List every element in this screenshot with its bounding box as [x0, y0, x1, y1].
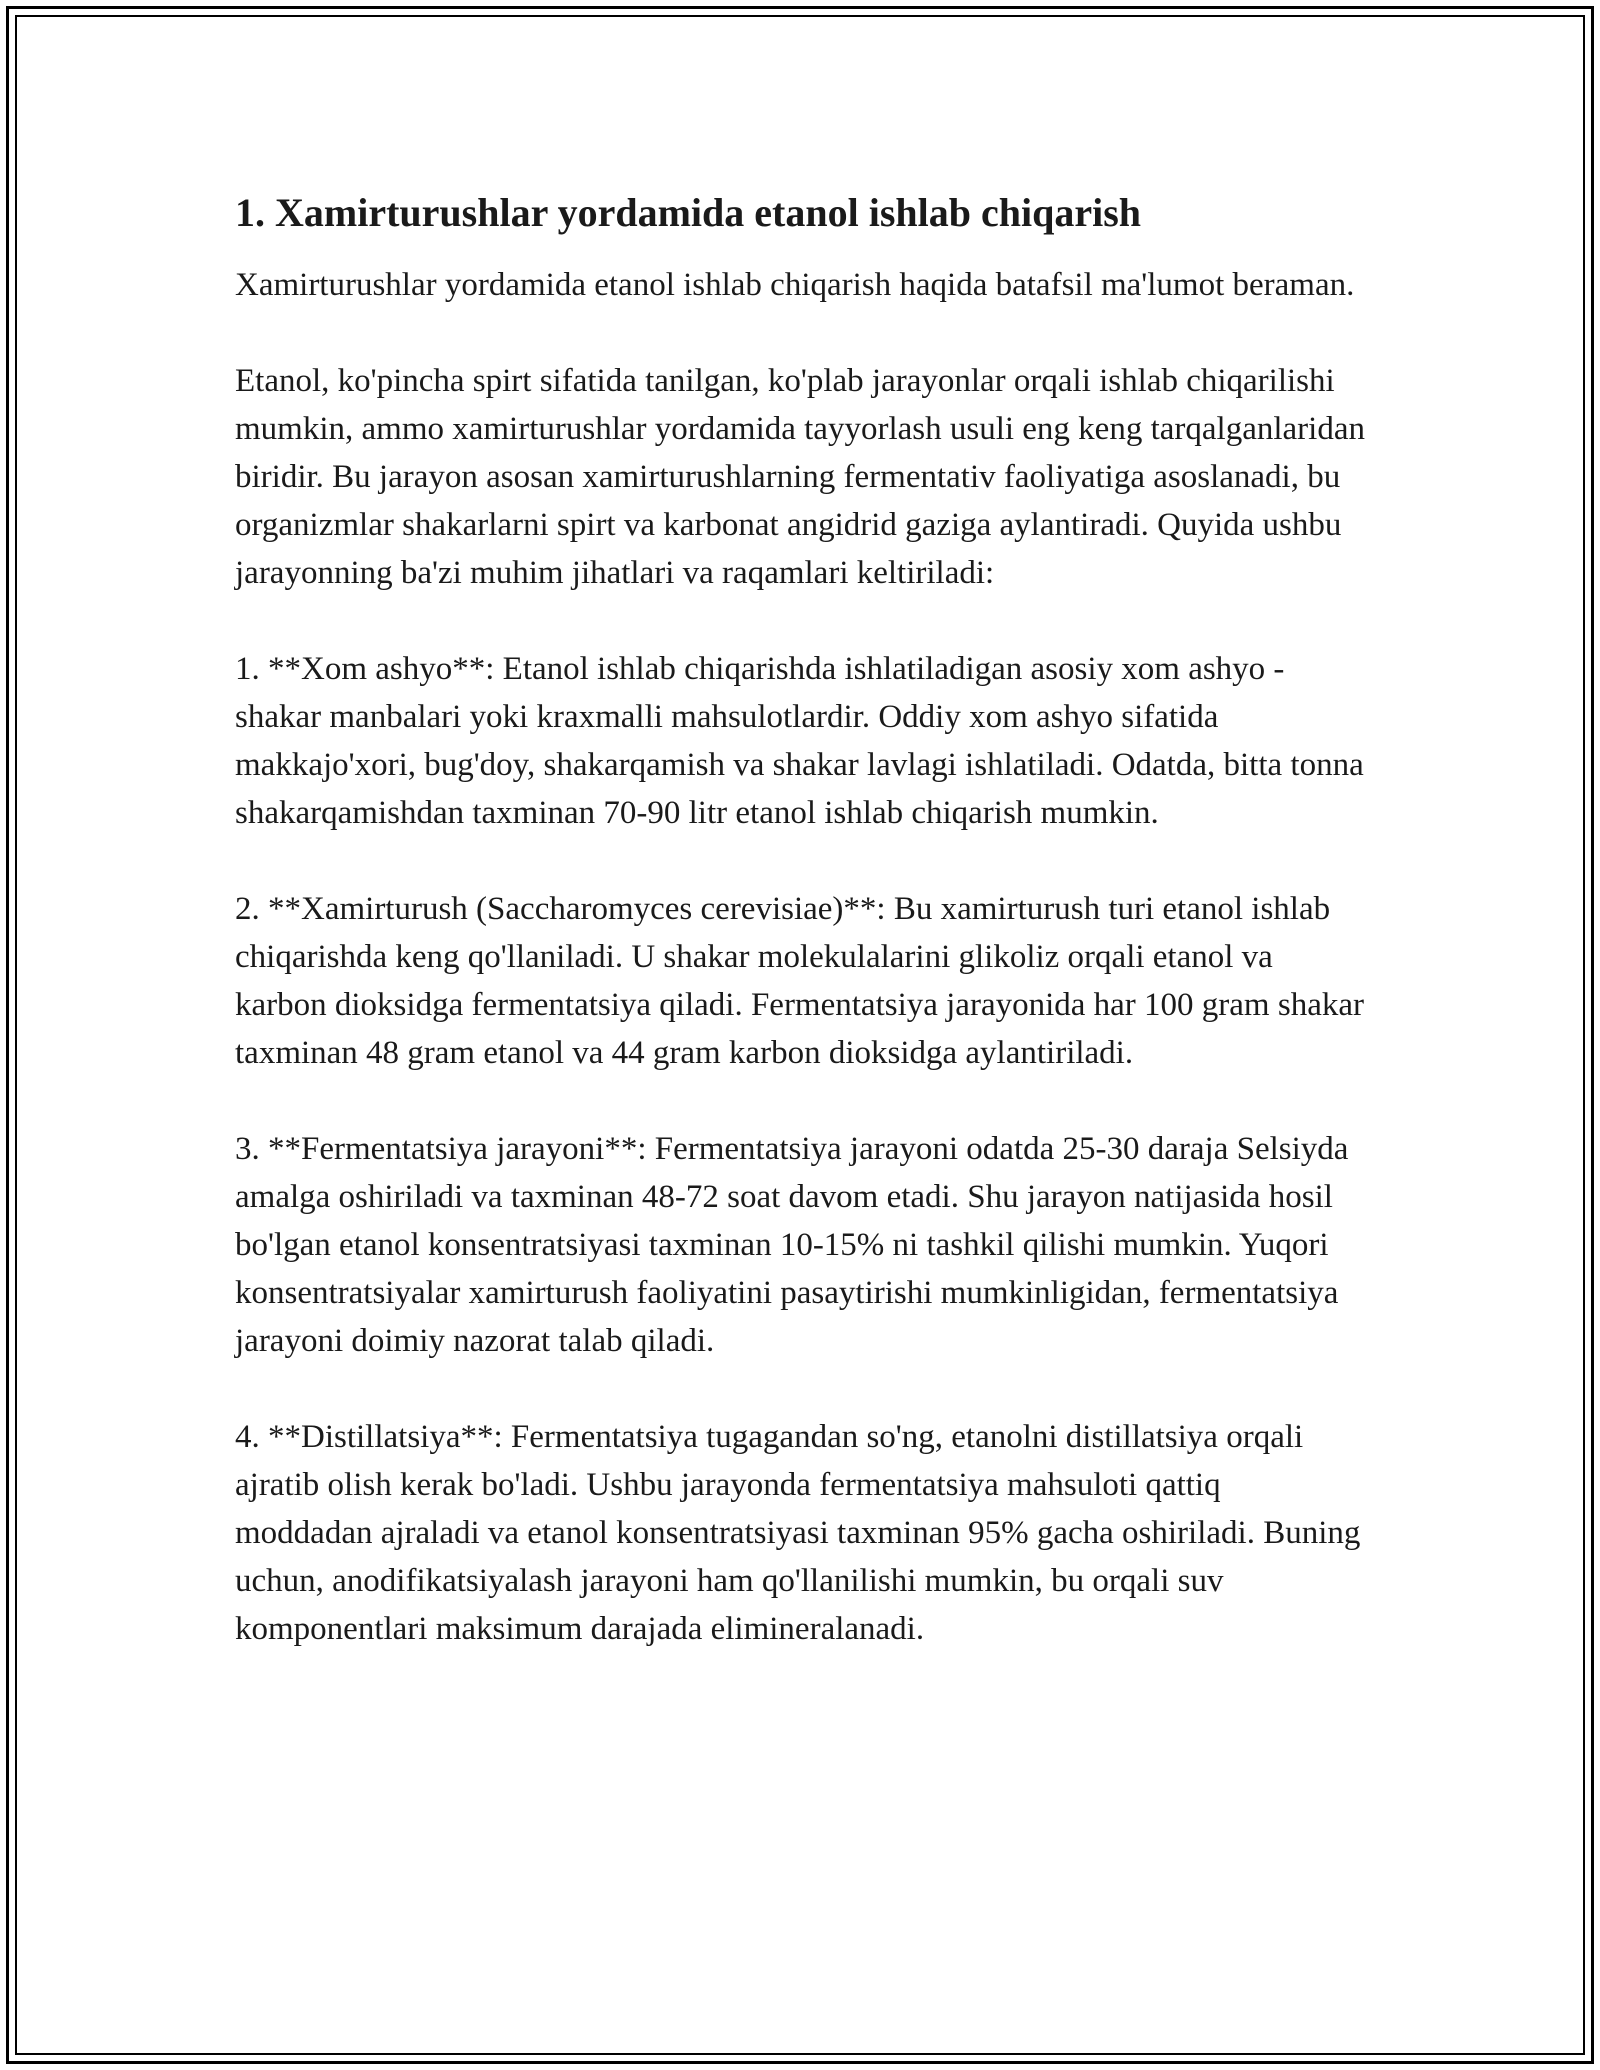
overview-paragraph: Etanol, ko'pincha spirt sifatida tanilgan, ko'plab jarayonlar orqali ishlab chiqarilishi mumkin, ammo xamirturushlar yordamida tayyorlash usuli eng keng tarqalganlaridan biridir. Bu jarayon asosan xamirturushlarning fermentativ faoliyatiga asoslanadi, bu organizmlar shakarlarni spirt va karbonat angidrid gaziga aylantiradi. Quyida ushbu jarayonning ba'zi muhim jihatlari va raqamlari keltiriladi:	[235, 363, 1365, 591]
yeast-paragraph: 2. **Xamirturush (Saccharomyces cerevisiae)**: Bu xamirturush turi etanol ishlab chiqarishda keng qo'llaniladi. U shakar molekulalarini glikoliz orqali etanol va karbon dioksidga fermentatsiya qiladi. Fermentatsiya jarayonida har 100 gram shakar taxminan 48 gram etanol va 44 gram karbon dioksidga aylantiriladi.	[235, 891, 1364, 1071]
raw-material-paragraph: 1. **Xom ashyo**: Etanol ishlab chiqarishda ishlatiladigan asosiy xom ashyo - shakar manbalari yoki kraxmalli mahsulotlardir. Oddiy xom ashyo sifatida makkajo'xori, bug'doy, shakarqamish va shakar lavlagi ishlatiladi. Odatda, bitta tonna shakarqamishdan taxminan 70-90 litr etanol ishlab chiqarish mumkin.	[235, 651, 1364, 831]
distillation-paragraph: 4. **Distillatsiya**: Fermentatsiya tugagandan so'ng, etanolni distillatsiya orqali ajratib olish kerak bo'ladi. Ushbu jarayonda fermentatsiya mahsuloti qattiq moddadan ajraladi va etanol konsentratsiyasi taxminan 95% gacha oshiriladi. Buning uchun, anodifikatsiyalash jarayoni ham qo'llanilishi mumkin, bu orqali suv komponentlari maksimum darajada elimineralanadi.	[235, 1419, 1361, 1647]
document-body	[235, 187, 1365, 1701]
intro-paragraph: Xamirturushlar yordamida etanol ishlab chiqarish haqida batafsil ma'lumot beraman.	[235, 267, 1355, 303]
fermentation-paragraph: 3. **Fermentatsiya jarayoni**: Fermentatsiya jarayoni odatda 25-30 daraja Selsiyda amalga oshiriladi va taxminan 48-72 soat davom etadi. Shu jarayon natijasida hosil bo'lgan etanol konsentratsiyasi taxminan 10-15% ni tashkil qilishi mumkin. Yuqori konsentratsiyalar xamirturush faoliyatini pasaytirishi mumkinligidan, fermentatsiya jarayoni doimiy nazorat talab qiladi.	[235, 1131, 1349, 1359]
document-title: 1. Xamirturushlar yordamida etanol ishlab chiqarish	[235, 190, 1142, 235]
